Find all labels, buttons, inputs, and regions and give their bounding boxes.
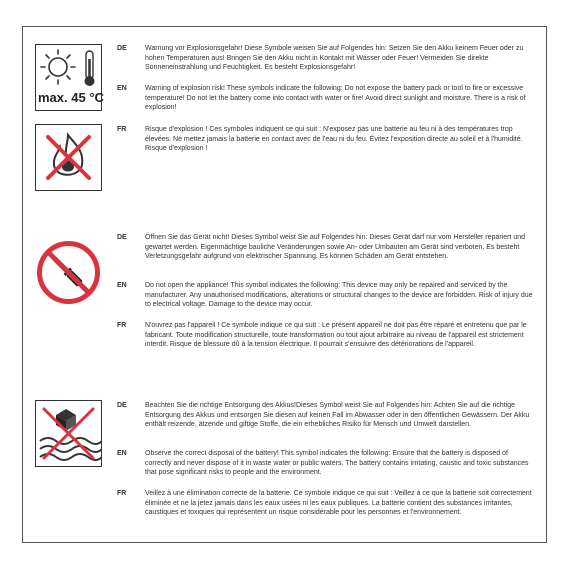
device-text-en: Do not open the appliance! This symbol indicates the following: This device may only be repaired and serviced by the manufacturer. Any unauthorised modifications, alterations or structural changes to the device are forbidden. Risk of injury due to electrical voltage. Damage to the device may occur. xyxy=(145,282,533,308)
lang-code-de: DE xyxy=(117,402,127,409)
lang-code-en: EN xyxy=(117,85,127,92)
lang-code-fr: FR xyxy=(117,126,127,133)
device-text-fr: N'ouvrez pas l'appareil ! Ce symbole indique ce qui suit : Le présent appareil ne doit pas être réparé et entretenu que par le fabricant. Toute modification structurelle, toute transformation ou tout ajout arbitraire au niveau de l'appareil est strictement interdit. Risque de blessure dû à la tension électrique. Il pourrait s'ensuivre des détériorations de l'appareil. xyxy=(145,322,527,348)
document-frame xyxy=(22,26,547,543)
no-fire-icon xyxy=(35,124,102,191)
device-text-de: Öffnen Sie das Gerät nicht! Dieses Symbol weist Sie auf Folgendes hin: Dieses Gerät darf nur vom Hersteller repariert und gewartet werden. Eigenmächtige bauliche Veränderungen sowie An- oder Umbauten am Gerät sind verboten. Es besteht Verletzungsgefahr aufgrund von elektrischer Spannung. Es können Schäden am Gerät entstehen. xyxy=(145,234,525,260)
warning-text-fr: Risque d'explosion ! Ces symboles indiquent ce qui suit : N'exposez pas une batterie au feu ni à des températures trop élevées. Ne mettez jamais la batterie en contact avec de l'eau ni du feu. Évitez l'exposition directe au soleil et à l'humidité. Risque d'explosion ! xyxy=(145,126,523,152)
lang-code-de: DE xyxy=(117,234,127,241)
warning-text-en: Warning of explosion risk! These symbols indicate the following: Do not expose the battery pack or tool to fire or excessive temperature! Do not let the battery come into contact with water or fire! Avoid direct sunlight and moisture. There is a risk of explosion! xyxy=(145,85,526,111)
battery-water-crossed-icon xyxy=(36,401,101,466)
no-water-disposal-icon xyxy=(35,400,102,467)
disposal-text-en: Observe the correct disposal of the battery! This symbol indicates the following: Ensure that the battery is disposed of correctly and never dispose of it in waste water or public waters. The battery contains irritating, caustic and toxic substances that pose significant risks to people and the environment. xyxy=(145,450,529,476)
lang-code-fr: FR xyxy=(117,322,127,329)
prohibited-screwdriver-icon xyxy=(35,239,102,306)
no-tools-icon xyxy=(35,239,102,306)
lang-code-de: DE xyxy=(117,45,127,52)
max-temperature-label: max. 45 °C xyxy=(38,90,104,105)
lang-code-fr: FR xyxy=(117,490,127,497)
flame-crossed-icon xyxy=(36,125,101,190)
disposal-text-fr: Veillez à une élimination correcte de la batterie. Ce symbole indique ce qui suit : Veillez à ce que la batterie soit correctement éliminée et ne la jetez jamais dans les eaux usées ni les eaux publiques. La batterie contient des substances irritantes, caustiques et toxiques qui représentent un risque considérable pour les personnes et l'environnement. xyxy=(145,490,532,516)
warning-text-de: Warnung vor Explosionsgefahr! Diese Symbole weisen Sie auf Folgendes hin: Setzen Sie den Akku keinem Feuer oder zu hohen Temperaturen aus! Bringen Sie den Akku nicht in Kontakt mit Wasser oder Feuer! Vermeiden Sie direkte Sonneneinstrahlung und Feuchtigkeit. Es besteht Explosionsgefahr! xyxy=(145,45,524,71)
max-temperature-icon xyxy=(35,44,102,111)
lang-code-en: EN xyxy=(117,282,127,289)
lang-code-en: EN xyxy=(117,450,127,457)
disposal-text-de: Beachten Sie die richtige Entsorgung des Akkus!Dieses Symbol weist Sie auf Folgendes hin: Achten Sie auf die richtige Entsorgung des Akkus und entsorgen Sie diesen auf keinen Fall im Abwasser oder in den öffentlichen Gewässern. Der Akku enthält reizende, ätzende und giftige Stoffe, die ein erhebliches Risiko für Mensch und Umwelt darstellen. xyxy=(145,402,530,428)
